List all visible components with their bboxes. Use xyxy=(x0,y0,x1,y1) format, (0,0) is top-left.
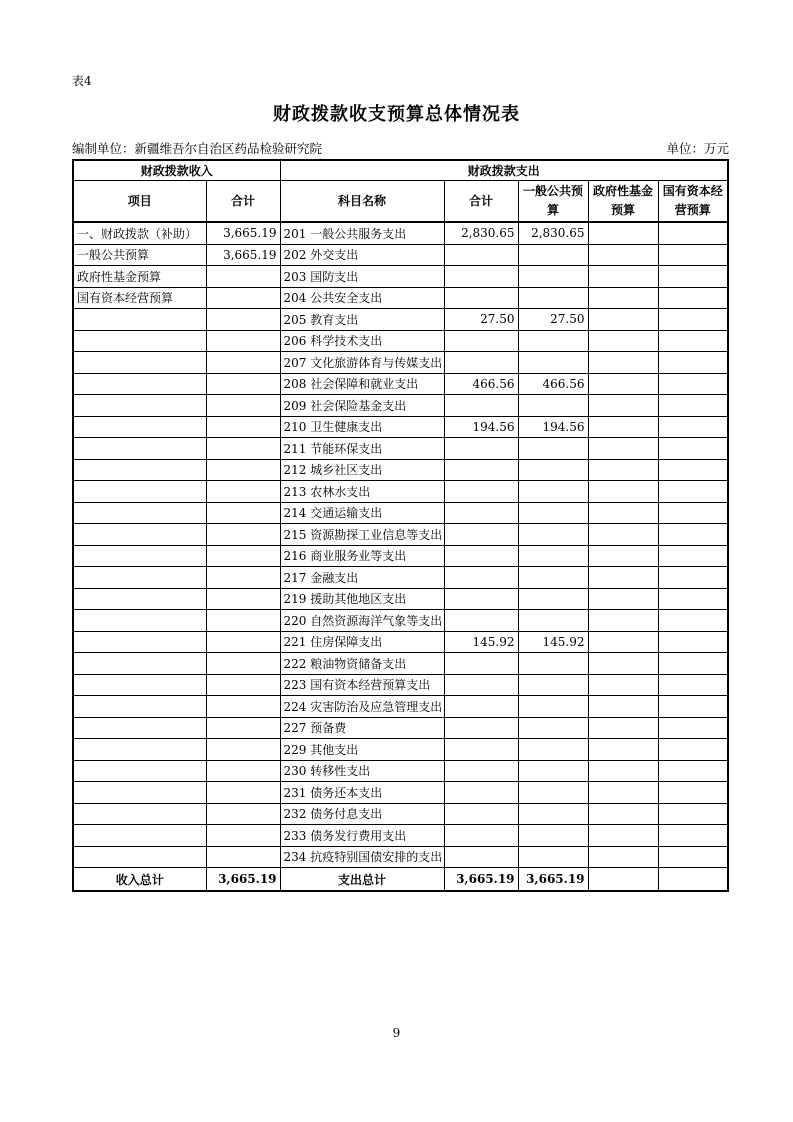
expense-state-capital-cell xyxy=(658,825,728,847)
table-row xyxy=(73,330,728,352)
table-row xyxy=(73,610,728,632)
expense-gov-fund-cell xyxy=(588,803,658,825)
expense-item-cell: 233 债务发行费用支出 xyxy=(280,825,444,847)
expense-item-cell: 209 社会保险基金支出 xyxy=(280,395,444,417)
income-item-cell xyxy=(73,373,206,395)
expense-gov-fund-cell xyxy=(588,222,658,244)
column-header-row xyxy=(73,181,728,223)
col-header-expense-total: 合计 xyxy=(444,181,518,223)
expense-general-budget-cell xyxy=(518,696,588,718)
table-row xyxy=(73,717,728,739)
expense-state-capital-cell xyxy=(658,416,728,438)
expense-general-budget-cell: 194.56 xyxy=(518,416,588,438)
expense-general-budget-cell xyxy=(518,438,588,460)
table-row xyxy=(73,782,728,804)
income-item-cell xyxy=(73,567,206,589)
income-total-cell xyxy=(206,502,280,524)
expense-general-budget-cell xyxy=(518,653,588,675)
expense-total-cell xyxy=(444,287,518,309)
expense-state-capital-cell xyxy=(658,438,728,460)
page-title: 财政拨款收支预算总体情况表 xyxy=(273,104,520,125)
col-header-income-item: 项目 xyxy=(73,181,206,223)
table-row xyxy=(73,588,728,610)
expense-gov-fund-cell xyxy=(588,524,658,546)
expense-item-cell: 212 城乡社区支出 xyxy=(280,459,444,481)
expense-gov-fund-cell xyxy=(588,696,658,718)
expense-gov-fund-cell xyxy=(588,846,658,868)
expense-general-budget-cell xyxy=(518,674,588,696)
expense-item-cell: 231 债务还本支出 xyxy=(280,782,444,804)
expense-gov-fund-cell xyxy=(588,459,658,481)
income-total-cell xyxy=(206,524,280,546)
expense-general-budget-cell xyxy=(518,610,588,632)
expense-general-budget-cell xyxy=(518,459,588,481)
expense-general-budget-cell xyxy=(518,825,588,847)
income-total-cell: 3,665.19 xyxy=(206,222,280,244)
expense-total-cell xyxy=(444,330,518,352)
expense-general-budget-cell: 145.92 xyxy=(518,631,588,653)
expense-item-cell: 220 自然资源海洋气象等支出 xyxy=(280,610,444,632)
expense-item-cell: 206 科学技术支出 xyxy=(280,330,444,352)
expense-general-budget-cell xyxy=(518,395,588,417)
income-item-cell: 政府性基金预算 xyxy=(73,266,206,288)
col-header-expense-item: 科目名称 xyxy=(280,181,444,223)
expense-total-cell xyxy=(444,760,518,782)
expense-total-cell xyxy=(444,524,518,546)
table-row xyxy=(73,545,728,567)
expense-total-cell: 145.92 xyxy=(444,631,518,653)
expense-general-budget-cell: 2,830.65 xyxy=(518,222,588,244)
expense-total-cell xyxy=(444,567,518,589)
expense-total-cell xyxy=(444,674,518,696)
expense-general-budget-cell: 27.50 xyxy=(518,309,588,331)
expense-total-cell xyxy=(444,502,518,524)
expense-general-budget-cell xyxy=(518,782,588,804)
table-row xyxy=(73,524,728,546)
expense-total-label-cell: 支出总计 xyxy=(280,868,444,892)
expense-gov-fund-cell xyxy=(588,739,658,761)
expense-general-budget-cell xyxy=(518,760,588,782)
expense-state-capital-cell xyxy=(658,502,728,524)
expense-gov-fund-cell xyxy=(588,373,658,395)
income-total-cell xyxy=(206,352,280,374)
prepared-by-label: 编制单位：新疆维吾尔自治区药品检验研究院 xyxy=(72,141,323,156)
income-total-cell xyxy=(206,266,280,288)
expense-state-capital-cell xyxy=(658,524,728,546)
table-row xyxy=(73,352,728,374)
gov-fund-grand-total-cell xyxy=(588,868,658,892)
section-header-row xyxy=(73,160,728,181)
expense-state-capital-cell xyxy=(658,803,728,825)
expense-state-capital-cell xyxy=(658,610,728,632)
expense-total-cell xyxy=(444,782,518,804)
income-total-cell xyxy=(206,373,280,395)
expense-total-cell xyxy=(444,459,518,481)
income-total-cell xyxy=(206,825,280,847)
expense-total-cell xyxy=(444,352,518,374)
expense-item-cell: 221 住房保障支出 xyxy=(280,631,444,653)
unit-label: 单位：万元 xyxy=(666,141,729,156)
expense-item-cell: 217 金融支出 xyxy=(280,567,444,589)
expense-state-capital-cell xyxy=(658,222,728,244)
table-row xyxy=(73,244,728,266)
expense-item-cell: 205 教育支出 xyxy=(280,309,444,331)
state-capital-grand-total-cell xyxy=(658,868,728,892)
expense-state-capital-cell xyxy=(658,846,728,868)
expense-state-capital-cell xyxy=(658,459,728,481)
expense-item-cell: 211 节能环保支出 xyxy=(280,438,444,460)
col-header-state-capital-budget: 国有资本经营预算 xyxy=(658,181,728,223)
expense-gov-fund-cell xyxy=(588,244,658,266)
income-item-cell xyxy=(73,502,206,524)
income-total-cell xyxy=(206,846,280,868)
expense-state-capital-cell xyxy=(658,287,728,309)
income-item-cell xyxy=(73,588,206,610)
expense-total-cell xyxy=(444,481,518,503)
income-section-header: 财政拨款收入 xyxy=(73,160,280,181)
income-item-cell xyxy=(73,330,206,352)
expense-item-cell: 204 公共安全支出 xyxy=(280,287,444,309)
income-item-cell xyxy=(73,481,206,503)
income-item-cell xyxy=(73,416,206,438)
expense-general-budget-cell xyxy=(518,717,588,739)
expense-gov-fund-cell xyxy=(588,502,658,524)
expense-general-budget-cell xyxy=(518,352,588,374)
table-row xyxy=(73,222,728,244)
expense-state-capital-cell xyxy=(658,760,728,782)
expense-item-cell: 210 卫生健康支出 xyxy=(280,416,444,438)
expense-total-cell xyxy=(444,244,518,266)
income-item-cell xyxy=(73,782,206,804)
expense-gov-fund-cell xyxy=(588,760,658,782)
expense-gov-fund-cell xyxy=(588,610,658,632)
income-total-cell xyxy=(206,567,280,589)
income-total-cell xyxy=(206,739,280,761)
expense-general-budget-cell xyxy=(518,481,588,503)
income-item-cell xyxy=(73,610,206,632)
income-item-cell xyxy=(73,717,206,739)
expense-item-cell: 234 抗疫特别国债安排的支出 xyxy=(280,846,444,868)
expense-state-capital-cell xyxy=(658,588,728,610)
expense-total-cell: 2,830.65 xyxy=(444,222,518,244)
expense-item-cell: 222 粮油物资储备支出 xyxy=(280,653,444,675)
income-item-cell xyxy=(73,459,206,481)
table-row xyxy=(73,674,728,696)
expense-gov-fund-cell xyxy=(588,481,658,503)
income-total-cell xyxy=(206,696,280,718)
col-header-general-budget: 一般公共预算 xyxy=(518,181,588,223)
table-row xyxy=(73,373,728,395)
expense-item-cell: 224 灾害防治及应急管理支出 xyxy=(280,696,444,718)
expense-total-cell xyxy=(444,696,518,718)
income-item-cell xyxy=(73,352,206,374)
table-row xyxy=(73,631,728,653)
expense-item-cell: 215 资源勘探工业信息等支出 xyxy=(280,524,444,546)
expense-gov-fund-cell xyxy=(588,653,658,675)
expense-item-cell: 223 国有资本经营预算支出 xyxy=(280,674,444,696)
income-item-cell xyxy=(73,696,206,718)
table-row xyxy=(73,266,728,288)
table-row xyxy=(73,739,728,761)
table-row xyxy=(73,416,728,438)
expense-general-budget-cell: 466.56 xyxy=(518,373,588,395)
income-total-cell xyxy=(206,309,280,331)
income-total-label-cell: 收入总计 xyxy=(73,868,206,892)
income-item-cell xyxy=(73,846,206,868)
table-row xyxy=(73,502,728,524)
income-item-cell: 一、财政拨款（补助） xyxy=(73,222,206,244)
income-total-cell xyxy=(206,438,280,460)
expense-total-cell xyxy=(444,588,518,610)
table-row xyxy=(73,459,728,481)
expense-gov-fund-cell xyxy=(588,588,658,610)
expense-gov-fund-cell xyxy=(588,631,658,653)
table-row xyxy=(73,803,728,825)
income-item-cell: 国有资本经营预算 xyxy=(73,287,206,309)
expense-total-cell xyxy=(444,438,518,460)
general-budget-grand-total-cell: 3,665.19 xyxy=(518,868,588,892)
expense-gov-fund-cell xyxy=(588,287,658,309)
income-total-cell xyxy=(206,653,280,675)
income-item-cell xyxy=(73,825,206,847)
expense-gov-fund-cell xyxy=(588,717,658,739)
total-row xyxy=(73,868,728,892)
expense-total-cell xyxy=(444,803,518,825)
expense-general-budget-cell xyxy=(518,330,588,352)
income-total-cell xyxy=(206,803,280,825)
expense-total-cell: 194.56 xyxy=(444,416,518,438)
expense-item-cell: 214 交通运输支出 xyxy=(280,502,444,524)
income-total-cell xyxy=(206,330,280,352)
expense-state-capital-cell xyxy=(658,653,728,675)
expense-grand-total-cell: 3,665.19 xyxy=(444,868,518,892)
income-total-cell xyxy=(206,287,280,309)
income-item-cell xyxy=(73,309,206,331)
table-row xyxy=(73,760,728,782)
table-row xyxy=(73,309,728,331)
income-item-cell xyxy=(73,438,206,460)
expense-total-cell xyxy=(444,739,518,761)
income-total-cell: 3,665.19 xyxy=(206,244,280,266)
income-total-cell xyxy=(206,545,280,567)
expense-item-cell: 208 社会保障和就业支出 xyxy=(280,373,444,395)
expense-item-cell: 216 商业服务业等支出 xyxy=(280,545,444,567)
expense-general-budget-cell xyxy=(518,266,588,288)
income-total-cell xyxy=(206,459,280,481)
expense-item-cell: 203 国防支出 xyxy=(280,266,444,288)
income-item-cell xyxy=(73,631,206,653)
expense-general-budget-cell xyxy=(518,244,588,266)
expense-total-cell xyxy=(444,610,518,632)
table-row xyxy=(73,846,728,868)
expense-state-capital-cell xyxy=(658,696,728,718)
income-grand-total-cell: 3,665.19 xyxy=(206,868,280,892)
expense-gov-fund-cell xyxy=(588,395,658,417)
income-item-cell xyxy=(73,760,206,782)
income-total-cell xyxy=(206,481,280,503)
expense-state-capital-cell xyxy=(658,395,728,417)
table-row xyxy=(73,825,728,847)
col-header-gov-fund-budget: 政府性基金预算 xyxy=(588,181,658,223)
table-number-label: 表4 xyxy=(72,74,92,88)
expense-state-capital-cell xyxy=(658,481,728,503)
expense-state-capital-cell xyxy=(658,373,728,395)
expense-state-capital-cell xyxy=(658,352,728,374)
income-total-cell xyxy=(206,395,280,417)
expense-gov-fund-cell xyxy=(588,545,658,567)
expense-total-cell xyxy=(444,846,518,868)
expense-total-cell xyxy=(444,395,518,417)
table-row xyxy=(73,481,728,503)
expense-item-cell: 230 转移性支出 xyxy=(280,760,444,782)
expense-gov-fund-cell xyxy=(588,674,658,696)
expense-total-cell xyxy=(444,545,518,567)
income-total-cell xyxy=(206,631,280,653)
expense-state-capital-cell xyxy=(658,717,728,739)
income-total-cell xyxy=(206,782,280,804)
table-body xyxy=(73,222,728,868)
expense-gov-fund-cell xyxy=(588,309,658,331)
income-total-cell xyxy=(206,717,280,739)
income-total-cell xyxy=(206,588,280,610)
expense-general-budget-cell xyxy=(518,567,588,589)
expense-state-capital-cell xyxy=(658,567,728,589)
expense-general-budget-cell xyxy=(518,287,588,309)
expense-section-header: 财政拨款支出 xyxy=(280,160,728,181)
expense-state-capital-cell xyxy=(658,545,728,567)
table-row xyxy=(73,696,728,718)
income-item-cell: 一般公共预算 xyxy=(73,244,206,266)
income-item-cell xyxy=(73,739,206,761)
income-item-cell xyxy=(73,674,206,696)
budget-table xyxy=(72,159,729,892)
expense-gov-fund-cell xyxy=(588,330,658,352)
expense-state-capital-cell xyxy=(658,631,728,653)
expense-gov-fund-cell xyxy=(588,416,658,438)
page-number: 9 xyxy=(392,1026,401,1040)
expense-general-budget-cell xyxy=(518,846,588,868)
expense-general-budget-cell xyxy=(518,545,588,567)
table-row xyxy=(73,567,728,589)
expense-state-capital-cell xyxy=(658,782,728,804)
expense-item-cell: 202 外交支出 xyxy=(280,244,444,266)
expense-item-cell: 227 预备费 xyxy=(280,717,444,739)
table-row xyxy=(73,287,728,309)
expense-general-budget-cell xyxy=(518,739,588,761)
expense-total-cell: 466.56 xyxy=(444,373,518,395)
expense-state-capital-cell xyxy=(658,330,728,352)
expense-gov-fund-cell xyxy=(588,438,658,460)
expense-gov-fund-cell xyxy=(588,782,658,804)
expense-item-cell: 229 其他支出 xyxy=(280,739,444,761)
income-item-cell xyxy=(73,545,206,567)
expense-item-cell: 213 农林水支出 xyxy=(280,481,444,503)
income-item-cell xyxy=(73,524,206,546)
expense-general-budget-cell xyxy=(518,588,588,610)
income-total-cell xyxy=(206,760,280,782)
expense-item-cell: 219 援助其他地区支出 xyxy=(280,588,444,610)
expense-total-cell: 27.50 xyxy=(444,309,518,331)
expense-total-cell xyxy=(444,825,518,847)
table-row xyxy=(73,395,728,417)
expense-general-budget-cell xyxy=(518,803,588,825)
expense-state-capital-cell xyxy=(658,309,728,331)
expense-item-cell: 232 债务付息支出 xyxy=(280,803,444,825)
expense-gov-fund-cell xyxy=(588,352,658,374)
expense-total-cell xyxy=(444,717,518,739)
income-item-cell xyxy=(73,653,206,675)
expense-general-budget-cell xyxy=(518,524,588,546)
expense-total-cell xyxy=(444,653,518,675)
expense-item-cell: 207 文化旅游体育与传媒支出 xyxy=(280,352,444,374)
expense-state-capital-cell xyxy=(658,674,728,696)
income-item-cell xyxy=(73,395,206,417)
table-row xyxy=(73,438,728,460)
expense-state-capital-cell xyxy=(658,266,728,288)
income-item-cell xyxy=(73,803,206,825)
expense-item-cell: 201 一般公共服务支出 xyxy=(280,222,444,244)
income-total-cell xyxy=(206,610,280,632)
col-header-income-total: 合计 xyxy=(206,181,280,223)
expense-gov-fund-cell xyxy=(588,567,658,589)
expense-gov-fund-cell xyxy=(588,825,658,847)
table-meta-row xyxy=(72,139,729,157)
expense-total-cell xyxy=(444,266,518,288)
income-total-cell xyxy=(206,674,280,696)
expense-general-budget-cell xyxy=(518,502,588,524)
expense-state-capital-cell xyxy=(658,739,728,761)
expense-state-capital-cell xyxy=(658,244,728,266)
table-row xyxy=(73,653,728,675)
expense-gov-fund-cell xyxy=(588,266,658,288)
income-total-cell xyxy=(206,416,280,438)
